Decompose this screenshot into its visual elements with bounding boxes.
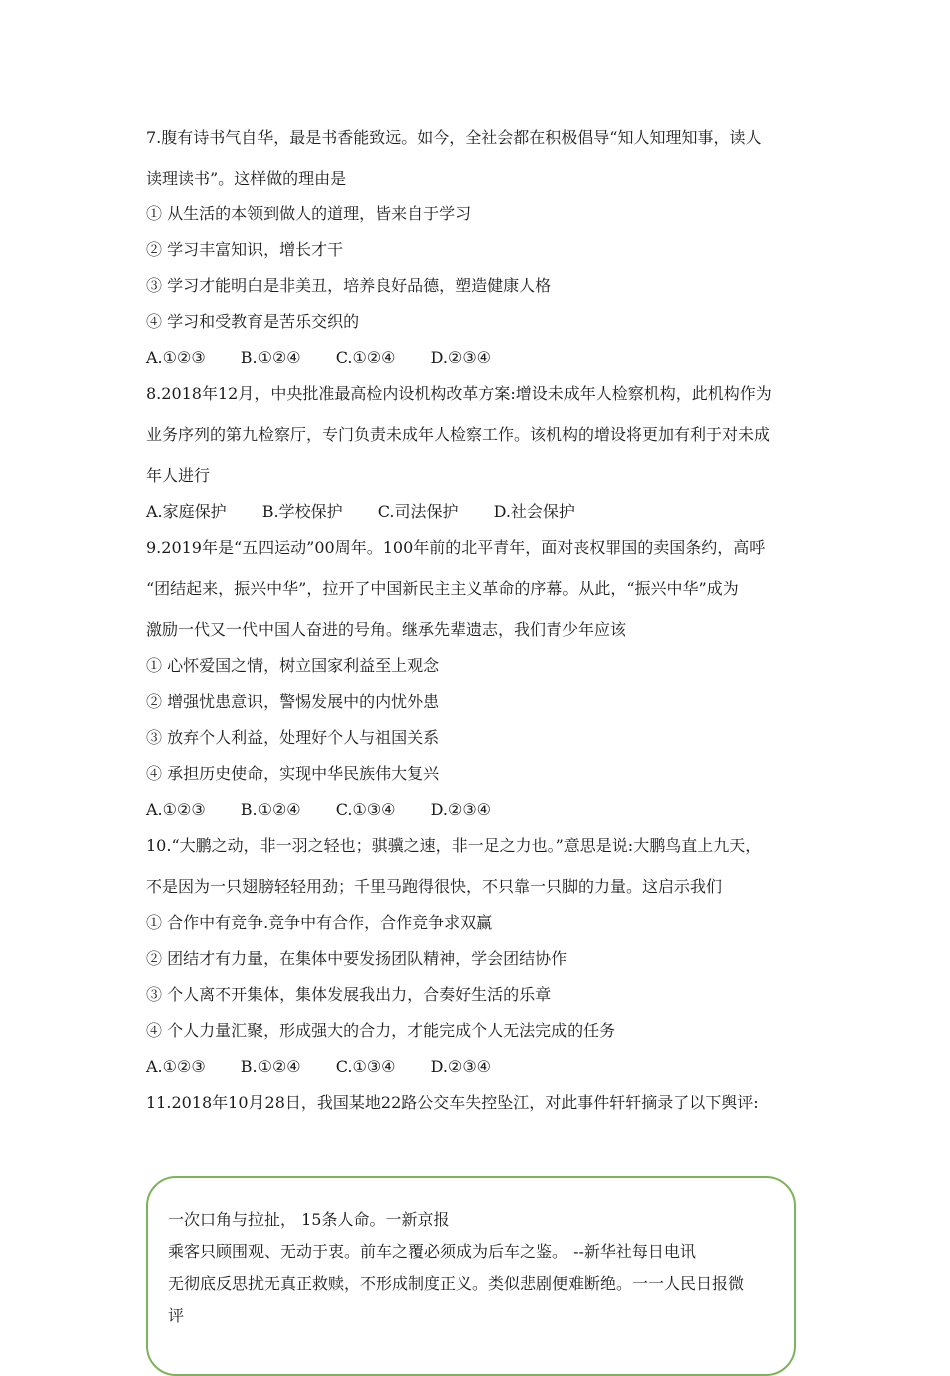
quote-line-2: 乘客只顾围观、无动于衷。前车之覆必须成为后车之鉴。 --新华社每日电讯: [168, 1242, 696, 1261]
q10-option-a: A.①②③: [146, 1057, 206, 1076]
q10-stem-line2: 不是因为一只翅膀轻轻用劲；千里马跑得很快，不只靠一只脚的力量。这启示我们: [146, 877, 723, 896]
q8-option-d: D.社会保护: [493, 502, 575, 521]
q7-stem-line1: 7.腹有诗书气自华，最是书香能致远。如今，全社会都在积极倡导“知人知理知事，读人: [146, 128, 762, 147]
q7-options: [146, 348, 521, 368]
q10-item-4: ④ 个人力量汇聚，形成强大的合力，才能完成个人无法完成的任务: [146, 1021, 616, 1040]
q7-item-3: ③ 学习才能明白是非美丑，培养良好品德，塑造健康人格: [146, 276, 552, 295]
q9-option-d: D.②③④: [430, 800, 491, 819]
q11-stem-line1: 11.2018年10月28日，我国某地22路公交车失控坠江，对此事件轩轩摘录了以下舆评:: [146, 1093, 759, 1112]
q9-option-a: A.①②③: [146, 800, 206, 819]
quote-line-3: 无彻底反思扰无真正救赎，不形成制度正义。类似悲剧便难断绝。一一人民日报微: [168, 1274, 745, 1293]
q7-item-1: ① 从生活的本领到做人的道理，皆来自于学习: [146, 204, 472, 223]
q8-option-b: B.学校保护: [261, 502, 343, 521]
q8-options: [146, 502, 605, 522]
q8-option-a: A.家庭保护: [146, 502, 227, 521]
q10-item-1: ① 合作中有竞争.竞争中有合作，合作竞争求双赢: [146, 913, 493, 932]
q8-stem-line3: 年人进行: [146, 466, 211, 485]
quote-box: [146, 1176, 796, 1376]
q7-item-2: ② 学习丰富知识，增长才干: [146, 240, 344, 259]
q8-stem-line2: 业务序列的第九检察厅，专门负责未成年人检察工作。该机构的增设将更加有利于对未成: [146, 425, 771, 444]
q8-stem-line1: 8.2018年12月，中央批准最高检内设机构改革方案:增设未成年人检察机构，此机构作为: [146, 384, 772, 403]
q10-option-c: C.①③④: [335, 1057, 396, 1076]
q9-stem-line1: 9.2019年是“五四运动”00周年。100年前的北平青年，面对丧权罪国的卖国条约，高呼: [146, 538, 766, 557]
q10-option-b: B.①②④: [240, 1057, 301, 1076]
q10-option-d: D.②③④: [430, 1057, 491, 1076]
quote-line-4: 评: [168, 1306, 185, 1325]
q10-stem-line1: 10.“大鹏之动，非一羽之轻也；骐骥之速，非一足之力也。”意思是说:大鹏鸟直上九天，: [146, 836, 762, 855]
q10-item-3: ③ 个人离不开集体，集体发展我出力，合奏好生活的乐章: [146, 985, 552, 1004]
q7-option-b: B.①②④: [240, 348, 301, 367]
q9-item-2: ② 增强忧患意识，警惕发展中的内忧外患: [146, 692, 440, 711]
quote-line-1: 一次口角与拉扯， 15条人命。一新京报: [168, 1210, 450, 1229]
q10-options: [146, 1057, 521, 1077]
q8-option-c: C.司法保护: [377, 502, 459, 521]
q9-option-b: B.①②④: [240, 800, 301, 819]
q9-option-c: C.①③④: [335, 800, 396, 819]
q9-item-1: ① 心怀爱国之情，树立国家利益至上观念: [146, 656, 440, 675]
q7-option-c: C.①②④: [335, 348, 396, 367]
q7-option-a: A.①②③: [146, 348, 206, 367]
q7-stem-line2: 读理读书”。这样做的理由是: [146, 169, 347, 188]
q10-item-2: ② 团结才有力量，在集体中要发扬团队精神，学会团结协作: [146, 949, 568, 968]
q9-stem-line3: 激励一代又一代中国人奋进的号角。继承先辈遗志，我们青少年应该: [146, 620, 627, 639]
q9-item-4: ④ 承担历史使命，实现中华民族伟大复兴: [146, 764, 440, 783]
q9-options: [146, 800, 521, 820]
q7-item-4: ④ 学习和受教育是苦乐交织的: [146, 312, 360, 331]
q9-item-3: ③ 放弃个人利益，处理好个人与祖国关系: [146, 728, 440, 747]
q7-option-d: D.②③④: [430, 348, 491, 367]
q9-stem-line2: “团结起来，振兴中华”，拉开了中国新民主主义革命的序幕。从此，“振兴中华”成为: [146, 579, 739, 598]
